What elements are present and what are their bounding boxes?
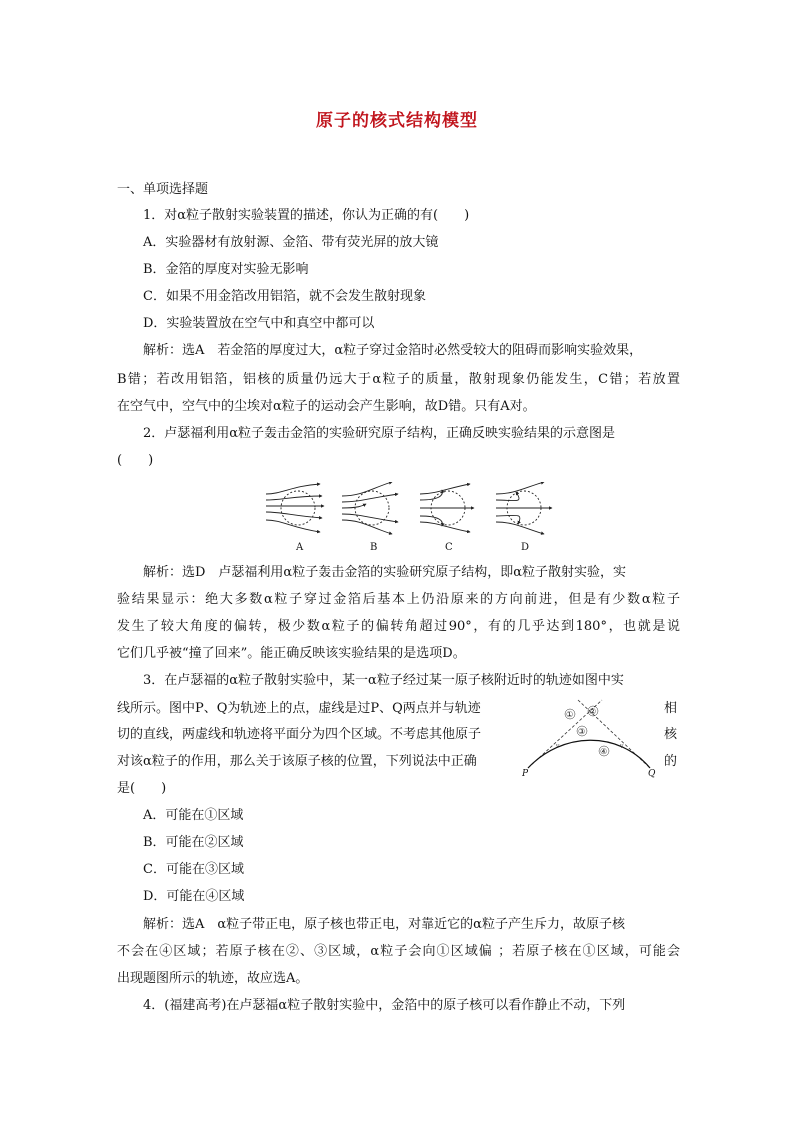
q3-stem-fragment: 核	[664, 727, 678, 742]
q3-trajectory-figure	[522, 696, 658, 778]
q2-analysis-line: 它们几乎被“撞了回来”。能正确反映该实验结果的是选项D。	[117, 646, 466, 661]
q3-option-c: C．可能在③区域	[143, 862, 244, 877]
q1-option-b: B．金箔的厚度对实验无影响	[143, 262, 309, 277]
q2-stem: 2．卢瑟福利用α粒子轰击金箔的实验研究原子结构，正确反映实验结果的示意图是	[143, 426, 616, 441]
figure-option-d	[496, 482, 552, 534]
q3-analysis-line: 解析：选A α粒子带正电，原子核也带正电，对靠近它的α粒子产生斥力，故原子核	[143, 917, 625, 932]
q3-option-a: A．可能在①区域	[143, 808, 244, 823]
alpha-trajectory	[528, 740, 650, 768]
figure-label-a: A	[296, 542, 304, 553]
page-title: 原子的核式结构模型	[316, 111, 478, 131]
q3-stem-line: 对该α粒子的作用，那么关于该原子核的位置，下列说法中正确	[117, 754, 477, 769]
q2-stem-choice: ( )	[117, 453, 154, 468]
q3-stem: 3．在卢瑟福的α粒子散射实验中，某一α粒子经过某一原子核附近时的轨迹如图中实	[143, 673, 624, 688]
q1-option-c: C．如果不用金箔改用铝箔，就不会发生散射现象	[143, 289, 426, 304]
region-2-label: ②	[589, 707, 597, 716]
q2-scattering-figure	[262, 482, 562, 554]
section-heading: 一、单项选择题	[117, 182, 209, 197]
q3-option-d: D．可能在④区域	[143, 889, 245, 904]
region-4-label: ④	[600, 747, 608, 756]
q1-analysis-line: 解析：选A 若金箔的厚度过大，α粒子穿过金箔时必然受较大的阻碍而影响实验效果，	[143, 343, 643, 358]
point-q-label: Q	[648, 769, 656, 778]
q3-stem-line: 线所示。图中P、Q为轨迹上的点，虚线是过P、Q两点并与轨迹	[117, 701, 481, 716]
q3-stem-fragment: 相	[664, 701, 678, 716]
q2-analysis-line: 发生了较大角度的偏转，极少数α粒子的偏转角超过90°，有的几乎达到180°，也就是说	[117, 619, 680, 634]
q1-option-a: A．实验器材有放射源、金箔、带有荧光屏的放大镜	[143, 235, 439, 250]
region-1-label: ①	[566, 710, 574, 719]
svg-text:v: v	[556, 743, 560, 750]
figure-option-c	[420, 484, 474, 532]
q3-stem-fragment: 的	[664, 754, 678, 769]
region-3-label: ③	[578, 727, 586, 736]
q3-stem-line: 是( )	[117, 781, 167, 796]
q2-analysis-line: 解析：选D 卢瑟福利用α粒子轰击金箔的实验研究原子结构，即α粒子散射实验，实	[143, 565, 626, 580]
svg-text:v: v	[620, 743, 624, 750]
q3-analysis-line: 出现题图所示的轨迹，故应选A。	[117, 971, 309, 986]
figure-label-c: C	[445, 542, 453, 553]
q3-analysis-line: 不会在④区域；若原子核在②、③区域，α粒子会向①区域偏 ；若原子核在①区域，可能会	[117, 944, 680, 959]
figure-option-b	[342, 482, 398, 534]
q4-stem: 4．(福建高考)在卢瑟福α粒子散射实验中，金箔中的原子核可以看作静止不动，下列	[143, 998, 626, 1013]
point-p-label: P	[522, 769, 529, 778]
q1-stem: 1．对α粒子散射实验装置的描述，你认为正确的有( )	[143, 208, 470, 223]
q1-analysis-line: B错；若改用铝箔，铝核的质量仍远大于α粒子的质量，散射现象仍能发生，C错；若放置	[117, 372, 680, 387]
q3-stem-line: 切的直线，两虚线和轨迹将平面分为四个区域。不考虑其他原子	[117, 727, 482, 742]
figure-label-d: D	[521, 542, 530, 553]
figure-label-b: B	[370, 542, 378, 553]
q2-analysis-line: 验结果显示：绝大多数α粒子穿过金箔后基本上仍沿原来的方向前进，但是有少数α粒子	[117, 592, 680, 607]
q1-analysis-line: 在空气中，空气中的尘埃对α粒子的运动会产生影响，故D错。只有A对。	[117, 399, 536, 414]
q1-option-d: D．实验装置放在空气中和真空中都可以	[143, 316, 375, 331]
figure-option-a	[266, 484, 324, 532]
q3-option-b: B．可能在②区域	[143, 835, 244, 850]
